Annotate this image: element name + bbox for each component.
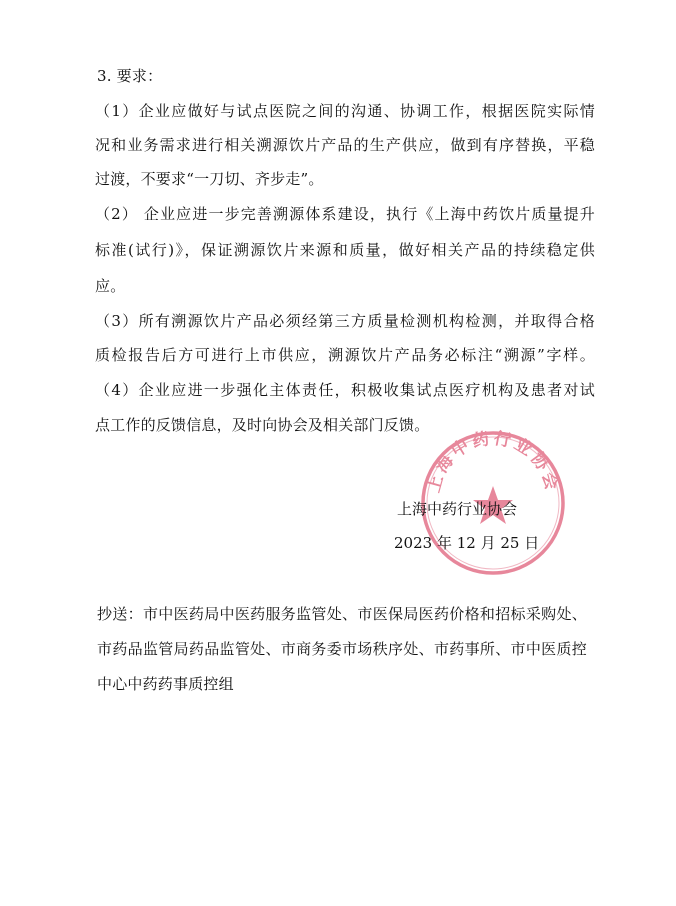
paragraph-4-line-2: 点工作的反馈信息，及时向协会及相关部门反馈。 — [95, 416, 430, 434]
paragraph-2-line-2: 标准(试行)》，保证溯源饮片来源和质量，做好相关产品的持续稳定供 — [95, 241, 595, 259]
cc-line-1: 抄送：市中医药局中医药服务监管处、市医保局医药价格和招标采购处、 — [97, 605, 587, 623]
paragraph-2-line-1: （2） 企业应进一步完善溯源体系建设，执行《上海中药饮片质量提升 — [95, 205, 595, 223]
svg-text:上海中药行业协会: 上海中药行业协会 — [423, 428, 563, 495]
paragraph-1-line-3: 过渡，不要求“一刀切、齐步走”。 — [95, 170, 324, 188]
paragraph-3-line-1: （3）所有溯源饮片产品必须经第三方质量检测机构检测，并取得合格 — [95, 312, 595, 330]
paragraph-2-line-3: 应。 — [95, 277, 126, 295]
signature-date: 2023 年 12 月 25 日 — [394, 534, 540, 552]
section-heading: 3. 要求： — [97, 67, 163, 85]
paragraph-1-line-1: （1）企业应做好与试点医院之间的沟通、协调工作，根据医院实际情 — [95, 102, 595, 120]
cc-line-3: 中心中药药事质控组 — [97, 675, 234, 693]
paragraph-4-line-1: （4）企业应进一步强化主体责任，积极收集试点医疗机构及患者对试 — [95, 381, 595, 399]
paragraph-3-line-2: 质检报告后方可进行上市供应，溯源饮片产品务必标注“溯源”字样。 — [95, 346, 595, 364]
cc-line-2: 市药品监管局药品监管处、市商务委市场秩序处、市药事所、市中医质控 — [97, 640, 587, 658]
paragraph-1-line-2: 况和业务需求进行相关溯源饮片产品的生产供应，做到有序替换，平稳 — [95, 136, 595, 154]
signature-organization: 上海中药行业协会 — [397, 500, 518, 518]
